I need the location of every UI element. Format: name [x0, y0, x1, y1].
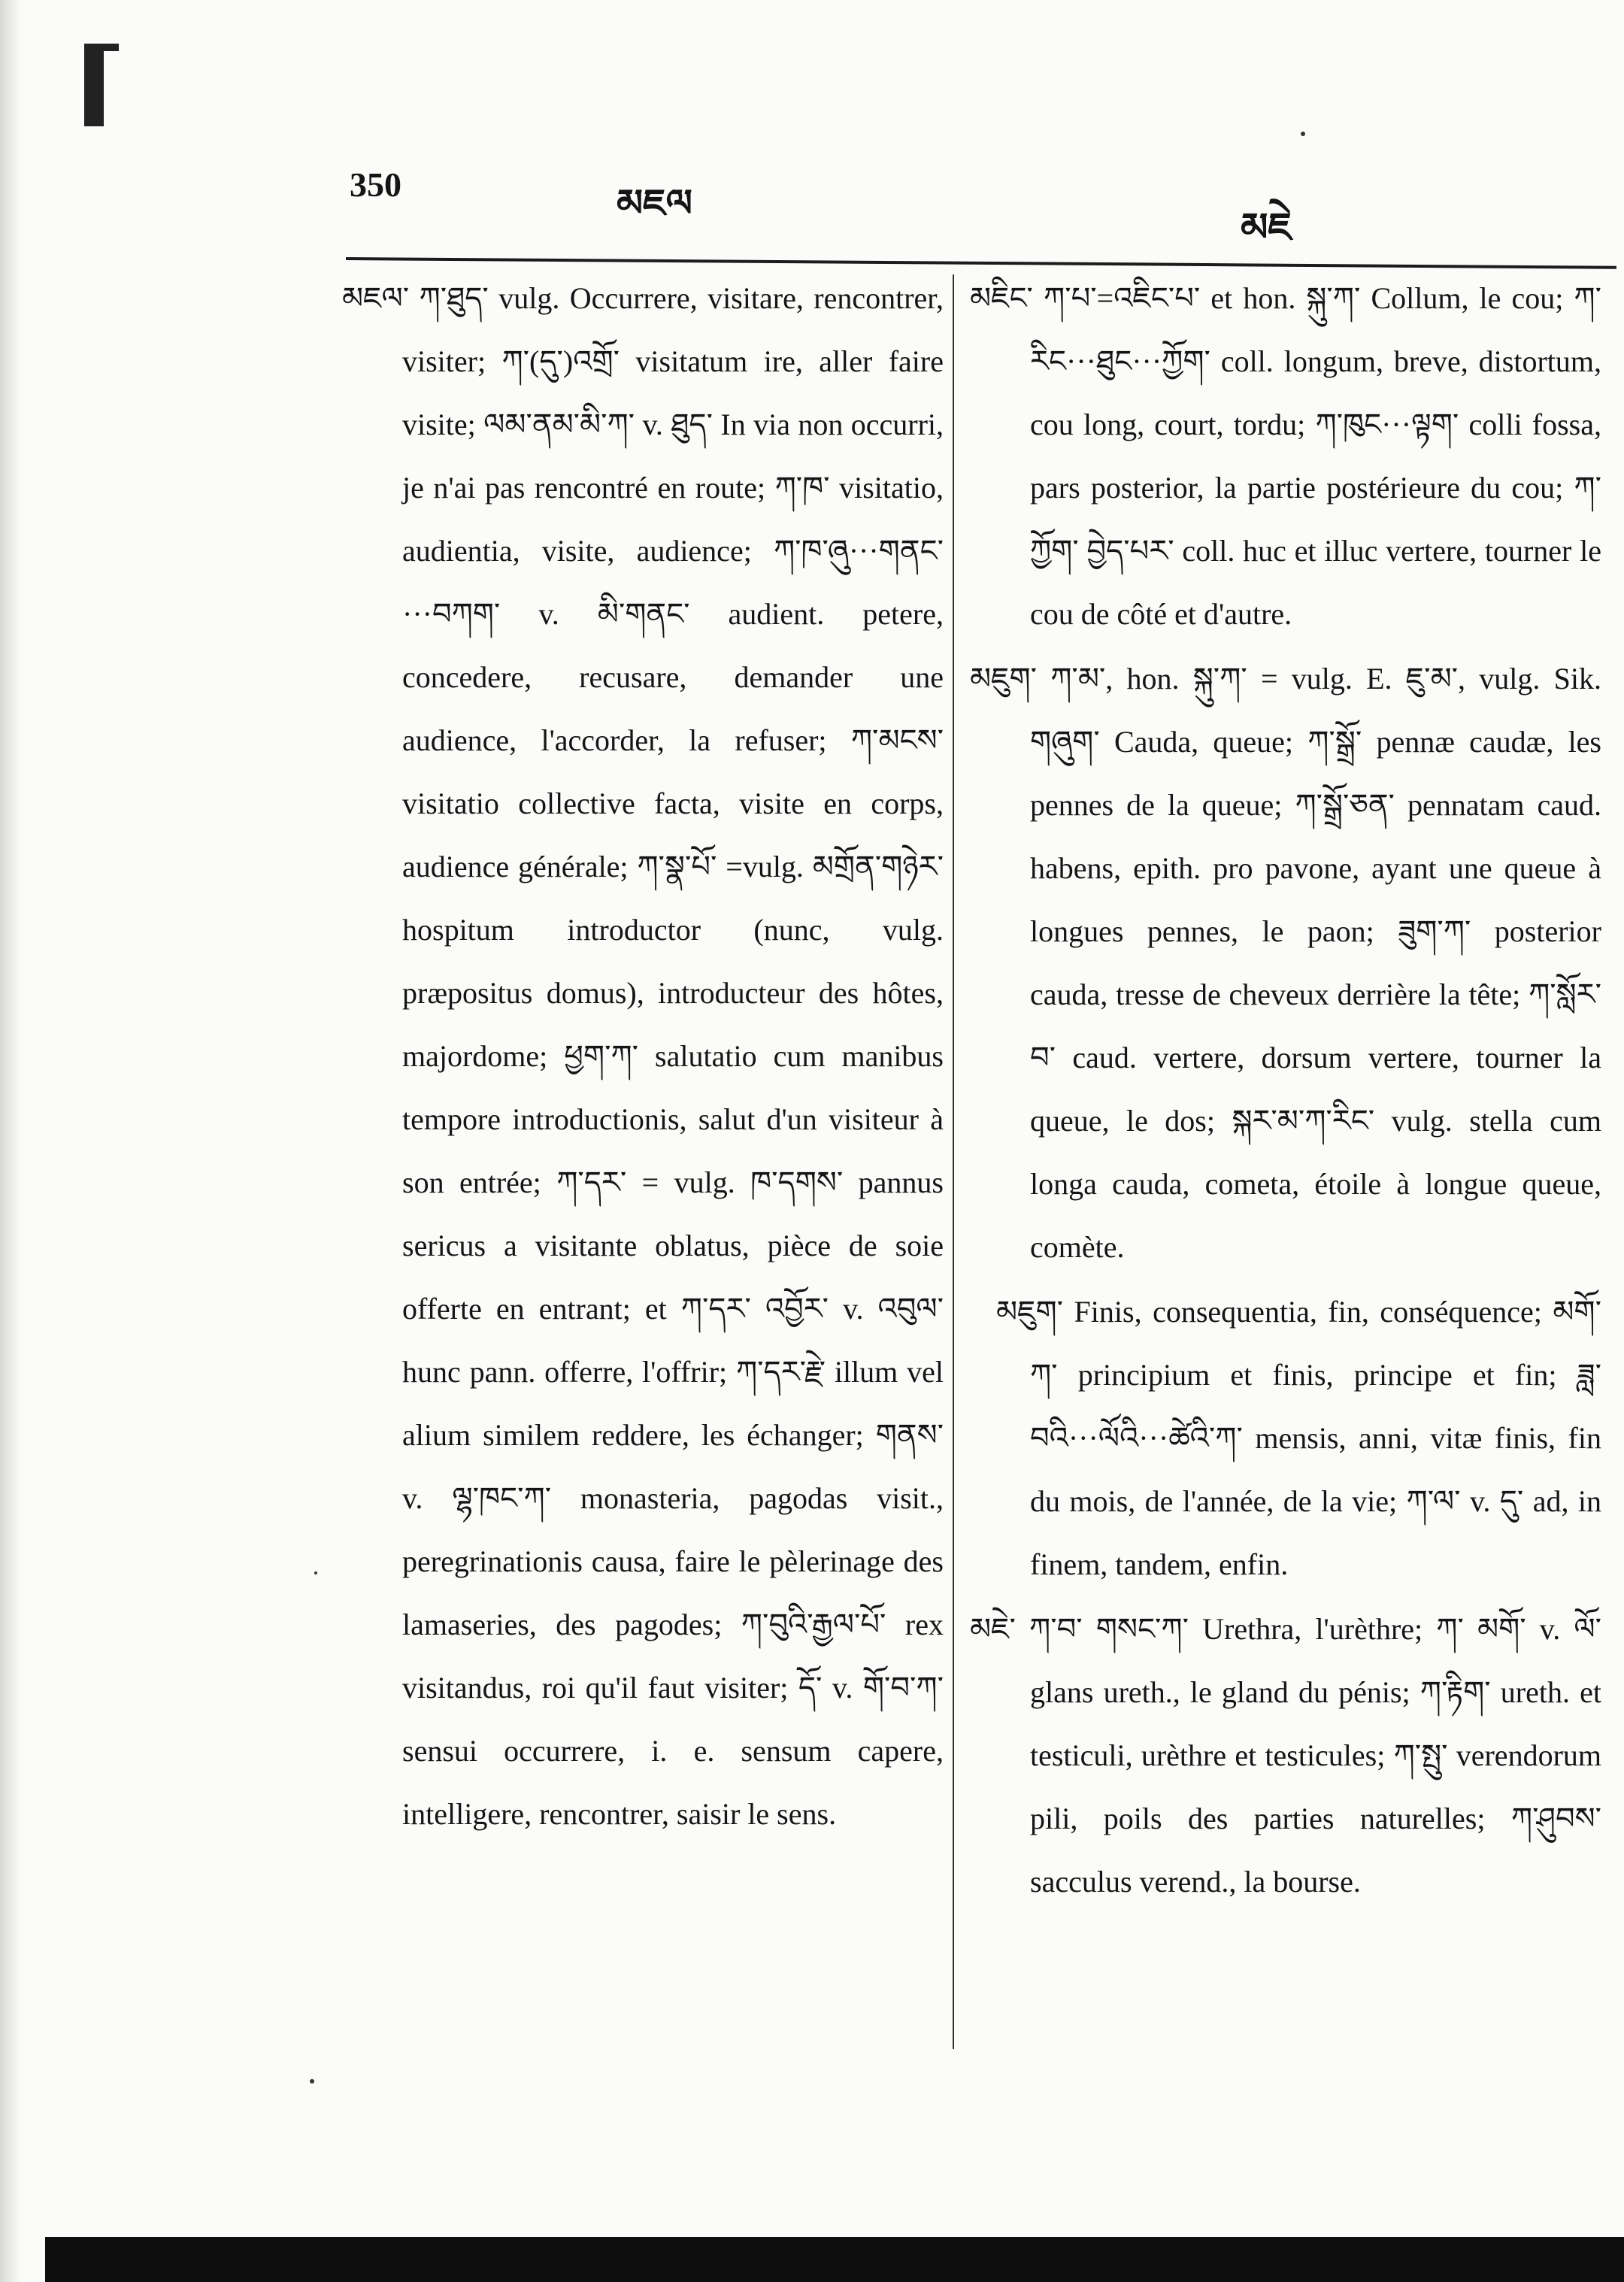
running-head-right: མཇེ [1241, 207, 1292, 250]
scan-speck [310, 2079, 314, 2083]
running-head-left: མཇལ [617, 182, 692, 224]
dictionary-entry: མཇུག་ Finis, consequentia, fin, conséquence; མགོ་ཀ་ principium et finis, principe et fin; ཟླ་བའི···ལོའི···ཚེའི་ཀ་ mensis, anni, vitæ finis, fin du mois, de l'année, de la vie; ཀ་ལ་ v. དུ་ ad, in finem, tandem, enfin. [996, 1295, 1601, 1581]
dictionary-entry: མཇུག་ ཀ་མ་, hon. སྐུ་ཀ་ = vulg. E. ཇུ་མ་, vulg. Sik. གཞུག་ Cauda, queue; ཀ་སྒྲོ་ pennæ caudæ, les pennes de la queue; ཀ་སྒྲོ་ཅན་ pennatam caud. habens, epith. pro pavone, ayant une queue à longues pennes, le paon; ཟུག་ཀ་ posterior cauda, tresse de cheveux derrière la tête; ཀ་སློར་བ་ caud. vertere, dorsum vertere, tourner la queue, le dos; སྐར་མ་ཀ་རིང་ vulg. stella cum longa cauda, cometa, étoile à longue queue, comète. [970, 662, 1601, 1264]
dictionary-entry: མཇིང་ ཀ་པ་=འཇིང་པ་ et hon. སྐུ་ཀ་ Collum, le cou; ཀ་རིང···ཐུང···ཀྱོག་ coll. longum, breve, distortum, cou long, court, tordu; ཀ་ཁུང···ལྟག་ colli fossa, pars posterior, la partie postérieure du cou; ཀ་ཀྱོག་ བྱེད་པར་ coll. huc et illuc vertere, tourner le cou de côté et d'autre. [970, 281, 1601, 631]
scan-left-edge [0, 0, 21, 2282]
right-column [970, 267, 1601, 1915]
left-column [342, 267, 944, 1847]
dictionary-entry: མཇལ་ ཀ་ཐུད་ vulg. Occurrere, visitare, rencontrer, visiter; ཀ་(དུ་)འགྲོ་ visitatum ire, aller faire visite; ལམ་ནམ་མི་ཀ་ v. ཐུད་ In via non occurri, je n'ai pas rencontré en route; ཀ་ཁ་ visitatio, audientia, visite, audience; ཀ་ཁ་ཞུ···གནང་···བཀག་ v. མི་གནང་ audient. petere, concedere, recusare, demander une audience, l'accorder, la refuser; ཀ་མངས་ visitatio collective facta, visite en corps, audience générale; ཀ་སྣ་པོ་ =vulg. མགྲོན་གཉེར་ hospitum introductor (nunc, vulg. præpositus domus), introducteur des hôtes, majordome; ཕྱག་ཀ་ salutatio cum manibus tempore introductionis, salut d'un visiteur à son entrée; ཀ་དར་ = vulg. ཁ་དགས་ pannus sericus a visitante oblatus, pièce de soie offerte en entrant; et ཀ་དར་ འབྱོར་ v. འབུལ་ hunc pann. offerre, l'offrir; ཀ་དར་རྗེ་ illum vel alium similem reddere, les échanger; གནས་ v. ལྷ་ཁང་ཀ་ monasteria, pagodas visit., peregrinationis causa, faire le pèlerinage des lamaseries, des pagodes; ཀ་བུའི་རྒྱལ་པོ་ rex visitandus, roi qu'il faut visiter; དོ་ v. གོ་བ་ཀ་ sensui occurrere, i. e. sensum capere, intelligere, rencontrer, saisir le sens. [342, 281, 944, 1831]
scan-speck [314, 1571, 317, 1574]
scan-corner-mark [84, 44, 104, 126]
scan-bottom-bar [45, 2237, 1624, 2282]
column-divider [953, 274, 954, 2049]
scan-speck [1301, 132, 1305, 136]
page-header [0, 162, 1624, 250]
dictionary-entry: མཇེ་ ཀ་བ་ གསང་ཀ་ Urethra, l'urèthre; ཀ་ མགོ་ v. ལོ་ glans ureth., le gland du pénis; ཀ་རྟིག་ ureth. et testiculi, urèthre et testicules; ཀ་སྤུ་ verendorum pili, poils des parties naturelles; ཀ་ཤུབས་ sacculus verend., la bourse. [970, 1612, 1601, 1899]
page-number: 350 [350, 165, 401, 204]
